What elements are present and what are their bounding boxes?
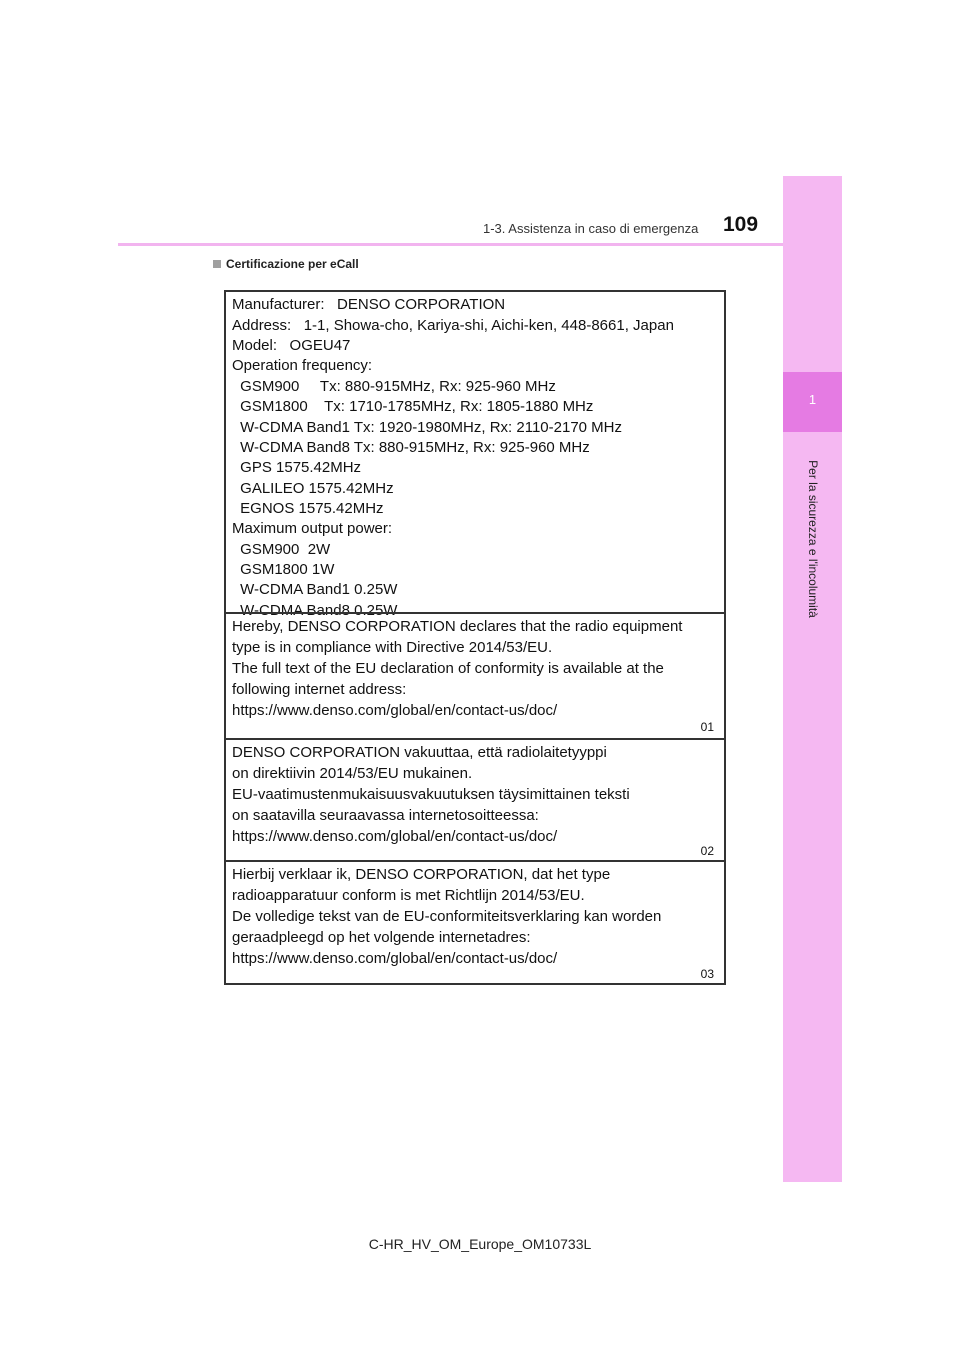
model-line: Model: OGEU47 <box>232 337 351 354</box>
declaration-line: following internet address: <box>232 681 407 698</box>
declaration-line: type is in compliance with Directive 2014/53/EU. <box>232 639 553 656</box>
spec-line: W-CDMA Band8 0.25W <box>236 602 398 619</box>
declaration-panel-finnish <box>226 738 724 860</box>
spec-line: GSM1800 1W <box>236 561 335 578</box>
spec-line: GPS 1575.42MHz <box>236 459 362 476</box>
header-rule <box>118 243 783 246</box>
square-bullet-icon <box>213 260 221 268</box>
declaration-line: geraadpleegd op het volgende internetadres: <box>232 929 531 946</box>
declaration-url: https://www.denso.com/global/en/contact-us/doc/ <box>232 702 558 719</box>
subsection-heading <box>213 257 359 271</box>
panel-code: 02 <box>700 844 714 858</box>
declaration-line: radioapparatuur conform is met Richtlijn 2014/53/EU. <box>232 887 585 904</box>
chapter-number: 1 <box>808 392 817 407</box>
spec-line: GSM1800 Tx: 1710-1785MHz, Rx: 1805-1880 MHz <box>236 398 594 415</box>
declaration-panel-english <box>226 612 724 738</box>
declaration-panel-dutch <box>226 860 724 983</box>
chapter-title: Per la sicurezza e l'incolumità <box>806 460 820 618</box>
spec-line: W-CDMA Band1 0.25W <box>236 581 398 598</box>
declaration-line: Hereby, DENSO CORPORATION declares that the radio equipment <box>232 618 683 635</box>
declaration-line: De volledige tekst van de EU-conformiteitsverklaring kan worden <box>232 908 662 925</box>
chapter-side-tab <box>783 176 842 1182</box>
certification-label <box>224 290 726 985</box>
maximum-output-power-heading: Maximum output power: <box>232 520 393 537</box>
subsection-title: Certificazione per eCall <box>226 257 359 271</box>
spec-line: GSM900 Tx: 880-915MHz, Rx: 925-960 MHz <box>236 378 556 395</box>
panel-code: 01 <box>700 720 714 734</box>
document-code: C-HR_HV_OM_Europe_OM10733L <box>368 1236 592 1252</box>
spec-line: W-CDMA Band1 Tx: 1920-1980MHz, Rx: 2110-2170 MHz <box>236 419 623 436</box>
spec-line: GSM900 2W <box>236 541 331 558</box>
declaration-line: on saatavilla seuraavassa internetosoitteessa: <box>232 807 539 824</box>
declaration-line: The full text of the EU declaration of conformity is available at the <box>232 660 664 677</box>
declaration-line: DENSO CORPORATION vakuuttaa, että radiolaitetyyppi <box>232 744 607 761</box>
declaration-url: https://www.denso.com/global/en/contact-us/doc/ <box>232 828 558 845</box>
spec-line: EGNOS 1575.42MHz <box>236 500 384 517</box>
specs-panel <box>226 292 724 619</box>
address-line: Address: 1-1, Showa-cho, Kariya-shi, Aichi-ken, 448-8661, Japan <box>232 317 674 334</box>
manufacturer-line: Manufacturer: DENSO CORPORATION <box>232 296 506 313</box>
declaration-line: Hierbij verklaar ik, DENSO CORPORATION, dat het type <box>232 866 611 883</box>
section-title: 1-3. Assistenza in caso di emergenza <box>483 221 699 236</box>
panel-code: 03 <box>700 967 714 981</box>
spec-line: GALILEO 1575.42MHz <box>236 480 394 497</box>
declaration-line: EU-vaatimustenmukaisuusvakuutuksen täysimittainen teksti <box>232 786 630 803</box>
page-number: 109 <box>723 213 759 236</box>
operation-frequency-heading: Operation frequency: <box>232 357 373 374</box>
declaration-line: on direktiivin 2014/53/EU mukainen. <box>232 765 473 782</box>
spec-line: W-CDMA Band8 Tx: 880-915MHz, Rx: 925-960 MHz <box>236 439 590 456</box>
declaration-url: https://www.denso.com/global/en/contact-us/doc/ <box>232 950 558 967</box>
